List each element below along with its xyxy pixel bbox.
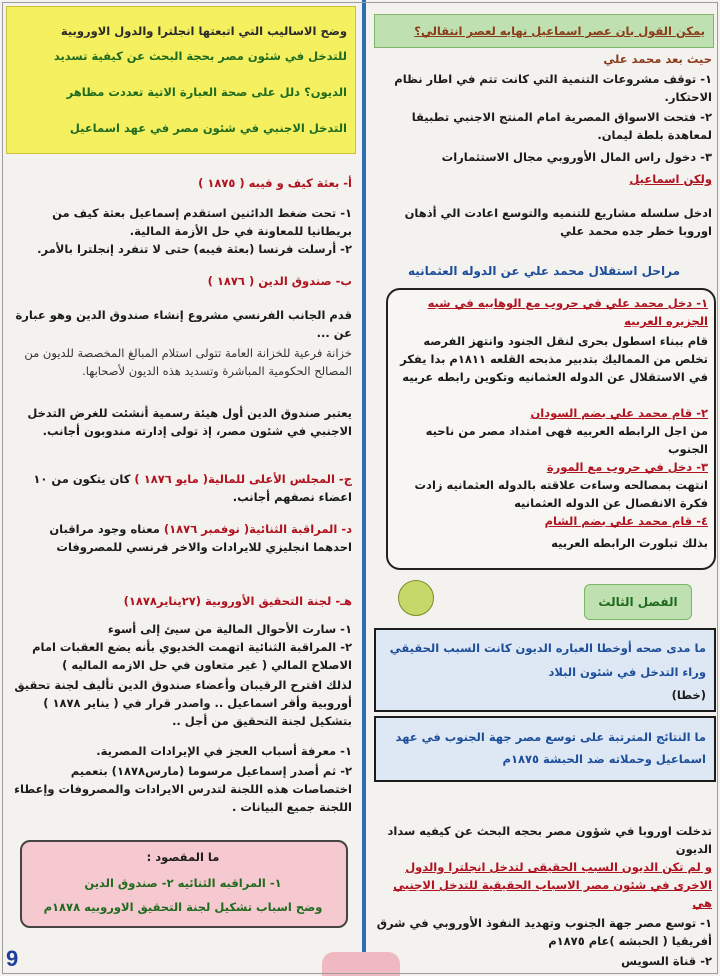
stage-3-head: ٣- دخل في حروب مع المورة: [546, 460, 708, 474]
chapter-label: الفصل الثالث: [598, 595, 678, 609]
e-goal-1: ١- معرفة أسباب العجز في الإيرادات المصرية.: [96, 744, 352, 758]
q2-text: ما النتائج المترتبة على توسع مصر جهة الجنوب في عهد اسماعيل وحملاته ضد الحبشة ١٨٧٥م: [395, 730, 706, 766]
d-title: د- المراقبة الثنائية( نوفمبر ١٨٧٦): [163, 522, 352, 536]
stage-4-head: ٤- قام محمد علي بضم الشام: [544, 514, 708, 528]
page-number: 9: [6, 946, 19, 971]
a-point-2: ٢- أرسلت فرنسا (بعثة فيبه) حتى لا تنفرد إنجلترا بالأمر.: [37, 242, 352, 256]
point-3: ٣- دخول راس المال الأوروبي مجال الاستثمارات: [441, 150, 712, 164]
top-question-box: [6, 6, 356, 154]
chapter-label-box: [584, 584, 692, 620]
because-label: حيث بعد محمد علي: [603, 52, 712, 66]
point-1: ١- توقف مشروعات التنمية التي كانت تتم في اطار نظام الاحتكار.: [394, 72, 712, 104]
c-block: [8, 470, 352, 506]
d-text: معناه وجود مراقبان احدهما انجليزي للايرادات والاخر فرنسي للمصروفات: [49, 522, 352, 554]
top-box-line-1: وضح الاساليب التي اتبعتها انجلترا والدول الاوروبية: [60, 24, 347, 38]
ismail-text: ادخل سلسله مشاريع للتنميه والتوسع اعادت الي أذهان اوروبا خطر جده محمد علي: [404, 206, 712, 238]
stage-3-body: انتهت بمصالحه وساءت علاقته بالدوله العثمانيه زادت فكرة الانفصال عن الدوله العثمانيه: [414, 478, 708, 510]
meaning-last: وضح اسباب تشكيل لجنة التحقيق الاوروبيه ١٨٧٨م: [43, 900, 323, 914]
b-note: يعتبر صندوق الدين أول هيئة رسمية أنشئت للغرض التدخل الاجنبي في شئون مصر، إذ تولى إدارته مندوبون أجانب.: [27, 406, 352, 438]
column-divider: [362, 0, 366, 976]
point-2: ٢- فتحت الاسواق المصرية امام المنتج الاجنبي تطبيقا لمعاهدة بلطة ليمان.: [411, 110, 712, 142]
q1-text: ما مدى صحه أوخطا العباره الديون كانت السبب الحقيقي وراء التدخل في شئون البلاد: [389, 641, 706, 679]
question-header-box: [374, 14, 714, 48]
e-goal-2: ٢- ثم أصدر إسماعيل مرسوما (مارس١٨٧٨) بتعميم اختصاصات هذه اللجنة لتدرس الايرادات والمصروفات وإعطاء اللجنة جميع البيانات .: [14, 764, 352, 814]
a-point-1: ١- تحت ضغط الدائنين استقدم إسماعيل بعثة كيف من بريطانيا للمعاونة في حل الأزمة المالية.: [52, 206, 352, 238]
meaning-items: ١- المراقبه الثنائيه ٢- صندوق الدين: [84, 876, 282, 890]
b-text: قدم الجانب الفرنسي مشروع إنشاء صندوق الدين وهو عبارة عن ...: [15, 308, 352, 340]
answer-red: و لم تكن الديون السبب الحقيقى لتدخل انجلترا والدول الاخرى في شئون مصر الاسباب الحقيقية للتدخل الاجنبي هي: [393, 860, 712, 910]
top-box-line-4: التدخل الاجنبي في شئون مصر في عهد اسماعيل: [69, 121, 347, 135]
final-point-1: ١- توسع مصر جهة الجنوب وتهديد النفوذ الأوروبي في شرق أفريقيا ( الحبشه )عام ١٨٧٥م: [376, 916, 712, 948]
a-title: أ- بعثة كيف و فيبه ( ١٨٧٥ ): [198, 176, 352, 190]
stages-box: [386, 288, 716, 570]
top-box-line-3: الديون؟ دلل على صحة العبارة الاتية تعددت مظاهر: [66, 85, 347, 99]
chapter-decoration-icon: [398, 580, 434, 616]
stage-1-head: ١- دخل محمد علي في حروب مع الوهابيه في شبه الجزيره العربيه: [427, 296, 708, 328]
e-title: هـ- لجنة التحقيق الأوروبية (٢٧يناير١٨٧٨): [123, 594, 352, 608]
e-point-3: لذلك اقترح الرقيبان وأعضاء صندوق الدين تأليف لجنة تحقيق أوروبية وأقر اسماعيل .. واصدر قرار في ( يناير ١٨٧٨ ) بتشكيل لجنة التحقيق من أجل ..: [14, 678, 352, 728]
question-header: يمكن القول بان عصر اسماعيل نهايه لعصر انتقالي؟: [414, 24, 705, 38]
answer-paragraph: تدخلت اوروبا في شؤون مصر بحجه البحث عن كيفيه سداد الديون: [387, 824, 712, 856]
d-block: [8, 520, 352, 556]
right-column: [368, 0, 720, 976]
c-title: ج- المجلس الأعلى للمالية( مايو ١٨٧٦ ): [134, 472, 352, 486]
stage-2-body: من اجل الرابطه العربيه فهى امتداد مصر من ناحيه الجنوب: [425, 424, 708, 456]
e-point-2: ٢- المراقبة الثنائية اتهمت الخديوي بأنه يضع العقبات امام الاصلاح المالي ( غير متعاون في حل الازمه الماليه ): [32, 640, 352, 672]
q1-answer: (خطا): [671, 688, 706, 702]
b-title: ب- صندوق الدين ( ١٨٧٦ ): [207, 274, 352, 288]
final-point-2: ٢- قناة السويس: [621, 954, 712, 968]
but-label: ولكن اسماعيل: [629, 172, 712, 186]
bottom-tab-decoration: [322, 952, 400, 976]
meaning-box: [20, 840, 348, 928]
meaning-label: ما المقصود :: [146, 850, 220, 864]
top-box-line-2: للتدخل في شئون مصر بحجة البحث عن كيفية تسديد: [53, 49, 347, 63]
stage-2-head: ٢- قام محمد علي بضم السودان: [530, 406, 708, 420]
b-detail: خزانة فرعية للخزانة العامة تتولى استلام المبالغ المخصصة للديون من المصالح الحكومية المباشرة وتسديد هذه الديون لأصحابها.: [24, 346, 352, 378]
q2-box: [374, 716, 716, 782]
stage-4-body: بذلك تبلورت الرابطه العربيه: [551, 536, 708, 550]
section-title: مراحل استقلال محمد علي عن الدوله العثمانيه: [407, 264, 680, 278]
stage-1-body: قام ببناء اسطول بحرى لنقل الجنود وانتهز الفرصه تخلص من المماليك بتدبير مذبحه القلعه ١٨١١م بدا يفكر في الاستقلال عن الدوله العثمانيه وتكوين رابطه عربيه: [400, 334, 708, 384]
e-point-1: ١- سارت الأحوال المالية من سيئ إلى أسوء: [107, 622, 352, 636]
q1-box: [374, 628, 716, 712]
c-text: كان يتكون من ١٠ اعضاء نصفهم أجانب.: [33, 472, 352, 504]
